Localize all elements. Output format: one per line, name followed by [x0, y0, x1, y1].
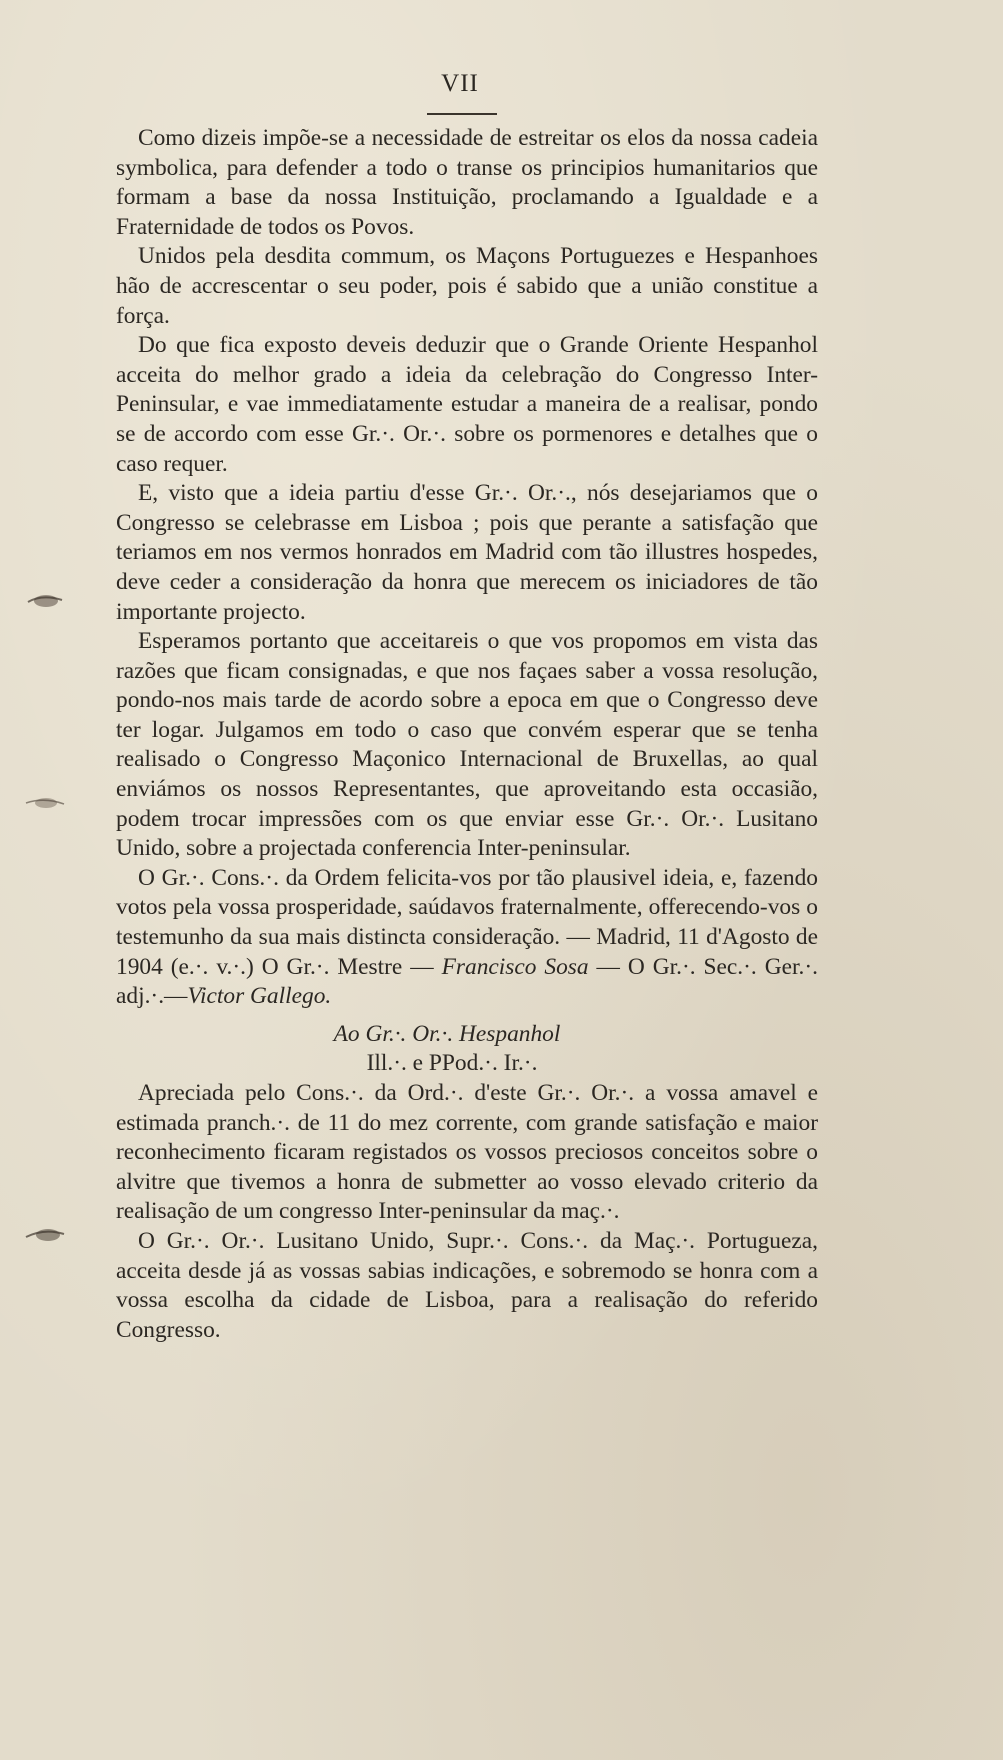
- page-number: VII: [441, 70, 479, 97]
- punch-mark-icon: [22, 1224, 66, 1246]
- paragraph: Esperamos portanto que acceitareis o que vos propomos em vista das razões que ficam consignadas, e que nos façaes saber a vossa resolução, pondo-nos mais tarde de acordo sobre a epoca em que o Congresso deve ter logar. Julgamos em todo o caso que convém esperar que se tenha realisado o Congresso Maçonico Internacional de Bruxellas, ao qual enviámos os nossos Representantes, que aproveitando esta occasião, podem trocar impressões com os que enviar esse Gr.·. Or.·. Lusitano Unido, sobre a projectada conferencia Inter-peninsular.: [116, 628, 818, 862]
- body-text: [116, 124, 818, 1345]
- paragraph: Apreciada pelo Cons.·. da Ord.·. d'este Gr.·. Or.·. a vossa amavel e estimada pranch.·. de 11 do mez corrente, com grande satisfação e maior reconhecimento ficaram registados os vossos preciosos conceitos sobre o alvitre que tivemos a honra de submetter ao vosso elevado criterio da realisação de um congresso Inter-peninsular da maç.·.: [116, 1080, 818, 1225]
- punch-mark-icon: [22, 590, 66, 612]
- paragraph: E, visto que a ideia partiu d'esse Gr.·. Or.·., nós desejariamos que o Congresso se celebrasse em Lisboa ; pois que perante a satisfação que teriamos em nos vermos honrados em Madrid com tão illustres hospedes, deve ceder a consideração da honra que merecem os iniciadores de tão importante projecto.: [116, 480, 818, 625]
- addressee-heading: Ao Gr.·. Or.·. Hespanhol: [333, 1020, 561, 1047]
- signatory-name: Victor Gallego.: [187, 983, 332, 1010]
- closing-paragraph: [116, 864, 818, 1012]
- punch-mark-icon: [22, 792, 66, 814]
- salutation: Ill.·. e PPod.·. Ir.·.: [366, 1050, 538, 1077]
- paragraph: Como dizeis impõe-se a necessidade de estreitar os elos da nossa cadeia symbolica, para defender a todo o transe os principios humanitarios que formam a base da nossa Instituição, proclamando a Igualdade e a Fraternidade de todos os Povos.: [116, 125, 818, 240]
- signatory-name: Francisco Sosa: [441, 953, 589, 980]
- closing-middle: — O Gr.·. Sec.·. Ger.·. adj.·.—: [116, 953, 818, 1010]
- closing-text: O Gr.·. Cons.·. da Ordem felicita-vos por tão plausivel ideia, e, fazendo votos pela vossa prosperidade, saúdavos fraternalmente, offerecendo-vos o testemunho da sua mais distincta consideração. — Madrid, 11 d'Agosto de 1904 (e.·. v.·.) O Gr.·. Mestre —: [116, 864, 818, 980]
- page-number-rule: [427, 113, 497, 115]
- paragraph: O Gr.·. Or.·. Lusitano Unido, Supr.·. Cons.·. da Maç.·. Portugueza, acceita desde já as vossas sabias indicações, e sobremodo se honra com a vossa escolha da cidade de Lisboa, para a realisação do referido Congresso.: [116, 1227, 818, 1343]
- paragraph: Do que fica exposto deveis deduzir que o Grande Oriente Hespanhol acceita do melhor grado a ideia da celebração do Congresso Inter-Peninsular, e vae immediatamente estudar a maneira de a realisar, pondo se de accordo com esse Gr.·. Or.·. sobre os pormenores e detalhes que o caso requer.: [116, 332, 818, 477]
- paragraph: Unidos pela desdita commum, os Maçons Portuguezes e Hespanhoes hão de accrescentar o seu poder, pois é sabido que a união constitue a força.: [116, 243, 818, 329]
